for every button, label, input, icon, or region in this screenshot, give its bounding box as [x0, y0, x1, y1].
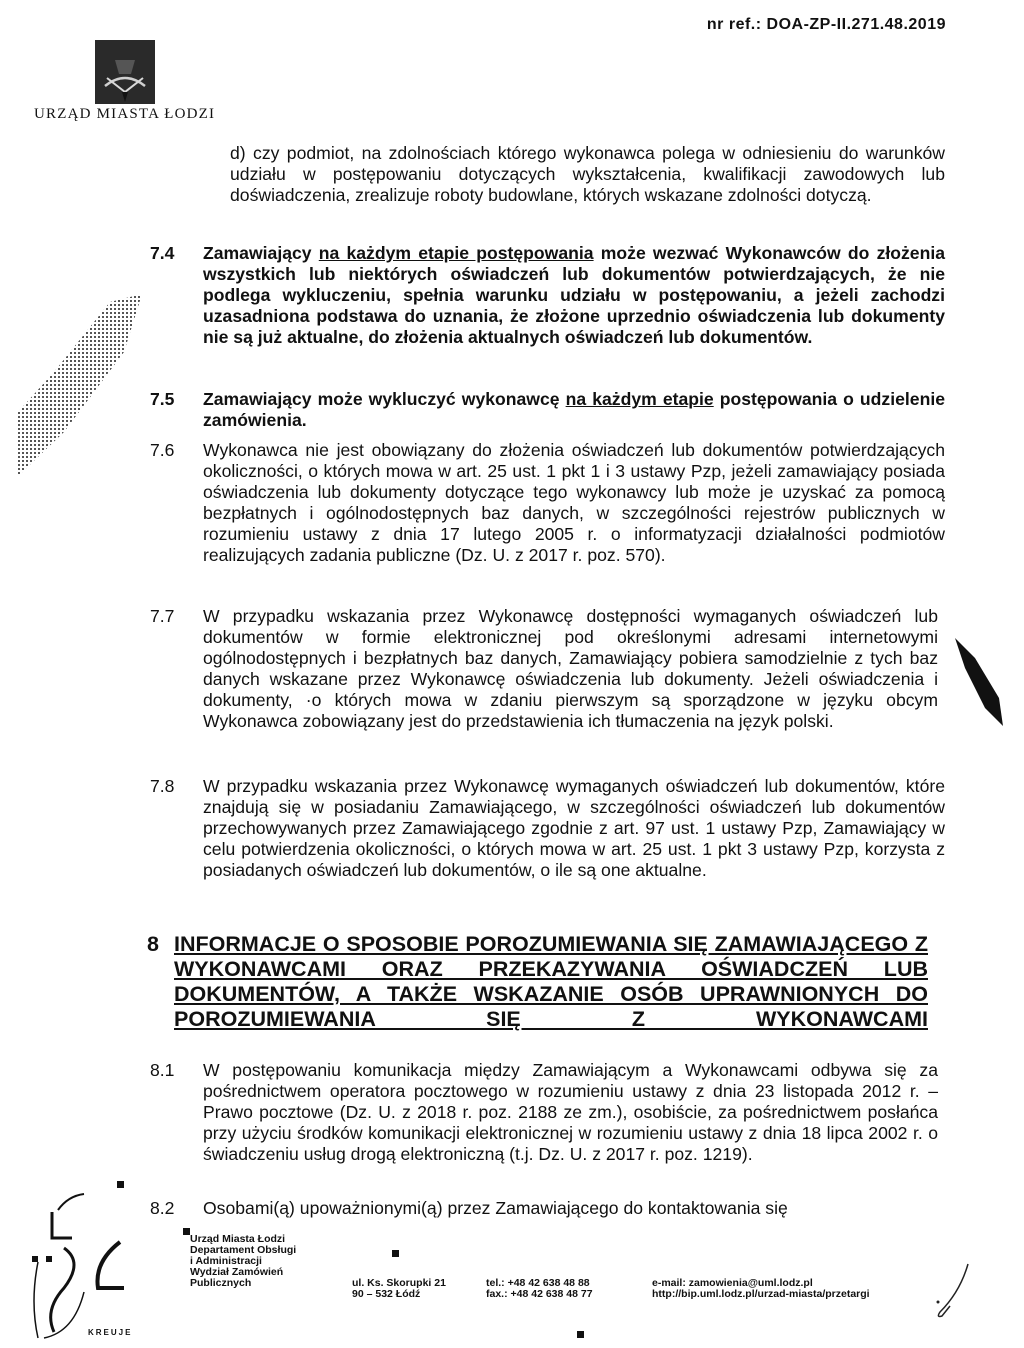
footer-phone [486, 1278, 593, 1300]
footer-line: 90 – 532 Łódź [352, 1288, 421, 1300]
footer-line: tel.: +48 42 638 48 88 [486, 1277, 590, 1289]
bullet-mark [392, 1250, 399, 1257]
footer-line: Urząd Miasta Łodzi [190, 1233, 286, 1245]
bullet-mark [183, 1228, 190, 1235]
office-name: URZĄD MIASTA ŁODZI [34, 106, 216, 122]
item-7-4 [203, 243, 945, 348]
item-8-2: Osobami(ą) upoważnionymi(ą) przez Zamawiającego do kontaktowania się [203, 1198, 788, 1218]
footer-line: Departament Obsługi [190, 1244, 297, 1256]
city-crest-icon [95, 40, 155, 104]
footer-email: e-mail: zamowienia@uml.lodz.pl [652, 1277, 813, 1289]
item-number: 7.7 [150, 606, 175, 626]
bullet-mark [577, 1331, 584, 1338]
item-number: 7.5 [150, 389, 175, 409]
footer-contact [652, 1278, 870, 1300]
item-number: 7.4 [150, 243, 175, 263]
item-text-underlined: na każdym etapie postępowania [318, 243, 594, 263]
item-number: 7.6 [150, 440, 175, 460]
item-7-5 [203, 389, 945, 431]
item-number: 8.1 [150, 1060, 175, 1080]
item-7-8: W przypadku wskazania przez Wykonawcę wymaganych oświadczeń lub dokumentów, które znajdują się w posiadaniu Zamawiającego, w szczególności oświadczeń lub dokumentów przechowywanych przez Zamawiającego zgodnie z art. 97 ust. 1 ustawy Pzp, Zamawiający w celu potwierdzenia okoliczności, o których mowa w art. 25 ust. 1 pkt 3 ustawy Pzp, korzysta z posiadanych oświadczeń lub dokumentów, o ile są one aktualne. [203, 776, 945, 880]
bullet-mark [117, 1181, 124, 1188]
item-d: d) czy podmiot, na zdolnościach którego wykonawca polega w odniesieniu do warunków udziału w postępowaniu dotyczących wykształcenia, kwalifikacji zawodowych lub doświadczenia, zrealizuje roboty budowlane, których wskazane zdolności dotyczą. [230, 143, 945, 205]
item-number: 8.2 [150, 1198, 175, 1218]
footer-line: fax.: +48 42 638 48 77 [486, 1288, 593, 1300]
footer-line: Wydział Zamówień [190, 1266, 284, 1278]
item-text: Zamawiający [203, 243, 319, 263]
item-7-6: Wykonawca nie jest obowiązany do złożenia oświadczeń lub dokumentów potwierdzających okoliczności, o których mowa w art. 25 ust. 1 pkt 1 i 3 ustawy Pzp, jeżeli zamawiający posiada oświadczenia lub dokumenty dotyczące tego wykonawcy lub może je uzyskać za pomocą bezpłatnych i ogólnodostępnych baz danych, w szczególności rejestrów publicznych w rozumieniu ustawy z dnia 17 lutego 2005 r. o informatyzacji działalności podmiotów realizujących zadania publiczne (Dz. U. z 2017 r. poz. 570). [203, 440, 945, 565]
footer-line: ul. Ks. Skorupki 21 [352, 1277, 446, 1289]
lodz-kreuje-logo [24, 1192, 142, 1342]
signature-scribble [930, 1262, 980, 1322]
item-number: 7.8 [150, 776, 175, 796]
footer-organization [190, 1234, 296, 1289]
item-text: Zamawiający może wykluczyć wykonawcę [203, 389, 566, 409]
item-text-underlined: na każdym etapie [565, 389, 714, 409]
item-8-1: W postępowaniu komunikacja między Zamawiającym a Wykonawcami odbywa się za pośrednictwem operatora pocztowego w rozumieniu ustawy z dnia 23 listopada 2012 r. – Prawo pocztowe (Dz. U. z 2018 r. poz. 2188 ze zm.), osobiście, za pośrednictwem posłańca przy użyciu środków komunikacji elektronicznej w rozumieniu ustawy z dnia 18 lipca 2002 r. o świadczeniu usług drogą elektroniczną (t.j. Dz. U. z 2017 r. poz. 1219). [203, 1060, 938, 1164]
reference-number: nr ref.: DOA-ZP-II.271.48.2019 [706, 16, 946, 33]
footer-line: Publicznych [190, 1277, 252, 1289]
footer-website: http://bip.uml.lodz.pl/urzad-miasta/przetargi [652, 1288, 870, 1300]
logo-tagline: KREUJE [88, 1328, 133, 1337]
scan-artifact-left [14, 292, 144, 480]
footer-line: i Administracji [190, 1255, 262, 1267]
scan-artifact-right [955, 638, 1005, 728]
section-heading: INFORMACJE O SPOSOBIE POROZUMIEWANIA SIĘ ZAMAWIAJĄCEGO Z WYKONAWCAMI ORAZ PRZEKAZYWANIA OŚWIADCZEŃ LUB DOKUMENTÓW, A TAKŻE WSKAZANIE OSÓB UPRAWNIONYCH DO POROZUMIEWANIA SIĘ Z WYKONAWCAMI [174, 932, 928, 1031]
item-7-7: W przypadku wskazania przez Wykonawcę dostępności wymaganych oświadczeń lub dokumentów w formie elektronicznej pod określonymi adresami internetowymi ogólnodostępnych i bezpłatnych baz danych, Zamawiający pobiera samodzielnie z tych baz danych wskazane przez Wykonawcę oświadczenia lub dokumenty. Jeżeli oświadczenia i dokumenty, ·o których mowa w zdaniu pierwszym są sporządzone w języku obcym Wykonawca zobowiązany jest do przedstawienia ich tłumaczenia na język polski. [203, 606, 938, 731]
item-text: postępowania o udzielenie zamówienia. [203, 389, 945, 430]
section-number: 8 [147, 932, 159, 956]
footer-address [352, 1278, 446, 1300]
item-text: może wezwać Wykonawców do złożenia wszystkich lub niektórych oświadczeń lub dokumentów potwierdzających, że nie podlega wykluczeniu, spełnia warunku udziału w postępowaniu, a jeżeli zachodzi uzasadniona podstawa do uznania, że złożone uprzednio oświadczenia lub dokumenty nie są już aktualne, do złożenia aktualnych oświadczeń lub dokumentów. [203, 243, 945, 347]
